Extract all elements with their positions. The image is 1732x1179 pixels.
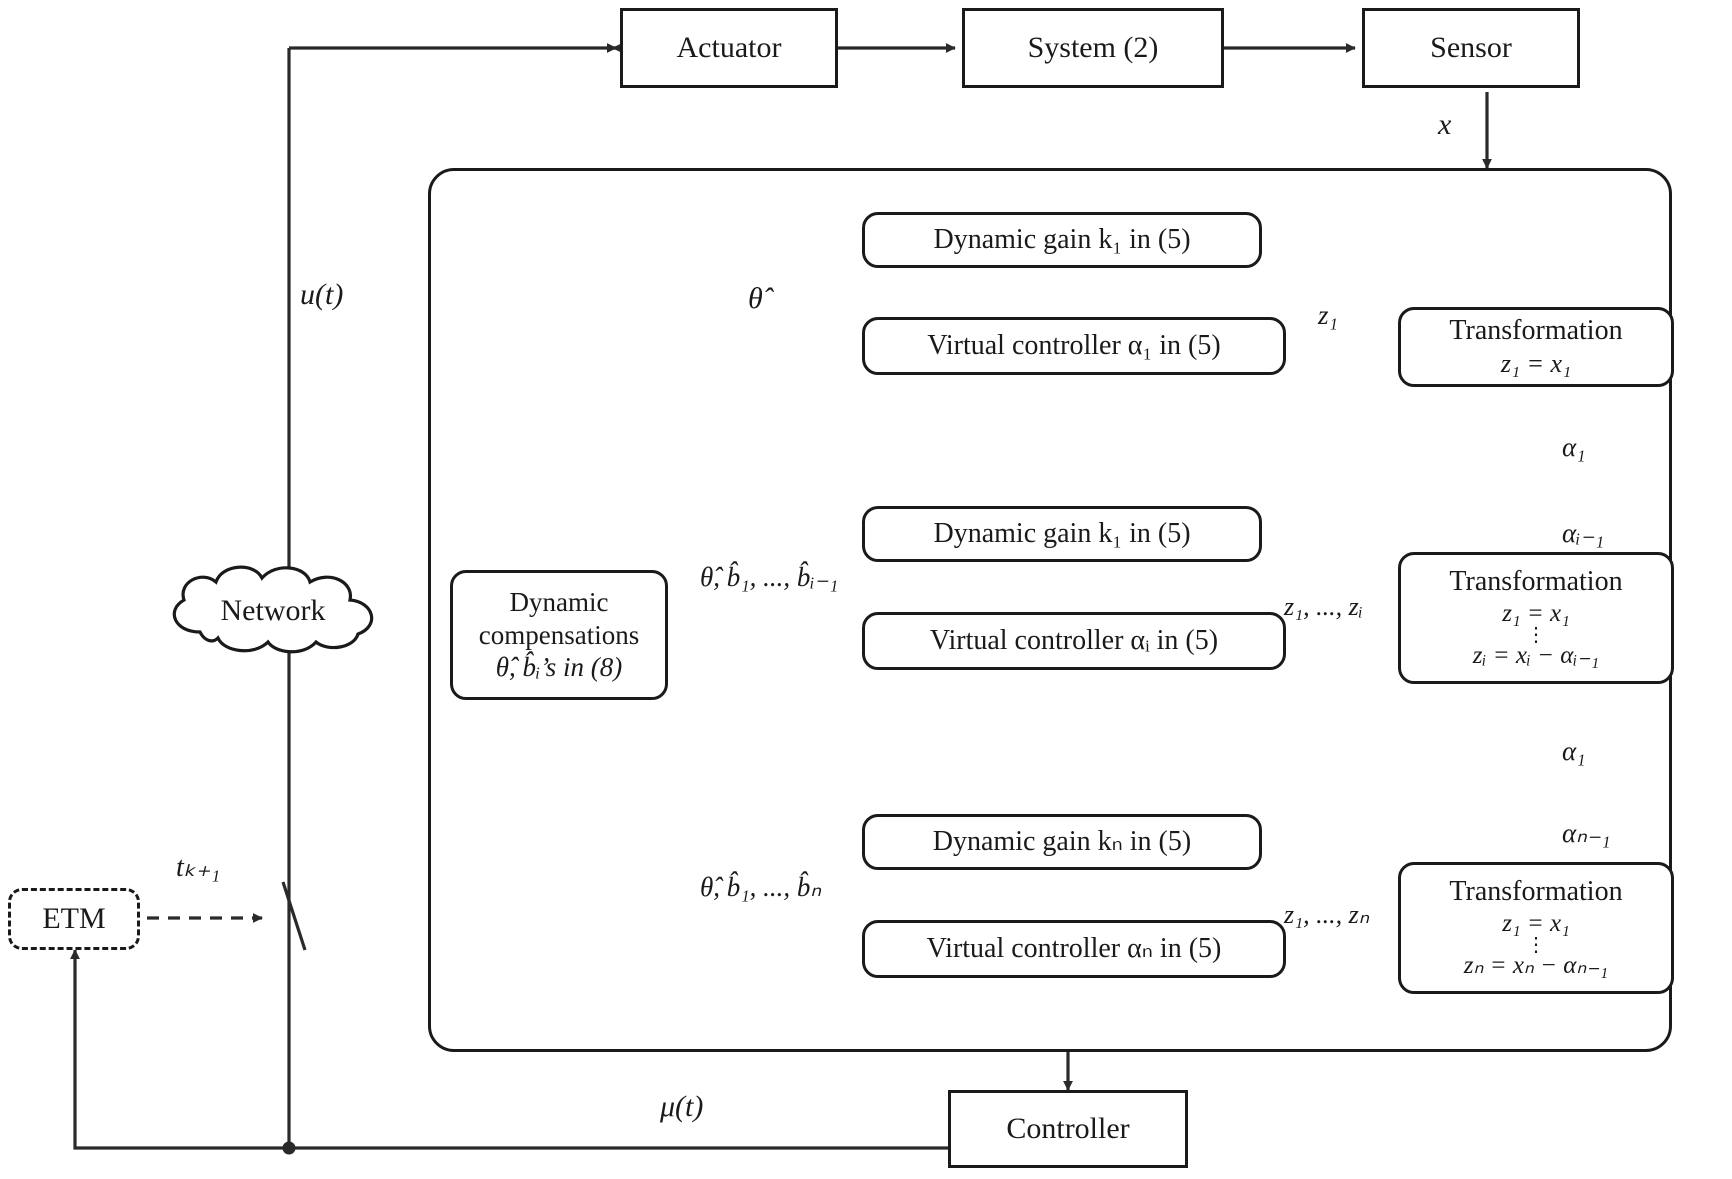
node-transformation-n-vdots: ⋮ (1526, 933, 1546, 956)
edge-label-z1-top: z₁ (1318, 300, 1338, 330)
node-dynamic-gain-i-label: Dynamic gain k₁ in (5) (933, 517, 1191, 549)
node-dynamic-compensations-line3: θ̂, b̂ᵢ’s in (8) (495, 652, 623, 683)
edge-label-u-t: u(t) (300, 278, 344, 311)
node-virtual-controller-n-label: Virtual controller αₙ in (5) (926, 932, 1222, 964)
node-dynamic-compensations-line1: Dynamic (509, 586, 609, 617)
node-network-label: Network (220, 594, 326, 627)
node-transformation-i-equation-1: z₁ = x₁ (1502, 600, 1570, 628)
node-sensor-label: Sensor (1430, 30, 1512, 64)
node-transformation-n[interactable] (1398, 862, 1674, 994)
node-virtual-controller-1[interactable] (862, 317, 1286, 375)
edge-label-alpha-1-mid: α₁ (1562, 736, 1586, 766)
node-system[interactable] (962, 8, 1224, 88)
edge-label-params-i: θ̂, b̂₁, ..., b̂ᵢ₋₁ (700, 562, 839, 592)
node-transformation-i-vdots: ⋮ (1526, 623, 1546, 646)
node-controller[interactable] (948, 1090, 1188, 1168)
edge-label-alpha-i-minus-1: αᵢ₋₁ (1562, 518, 1605, 548)
node-sensor[interactable] (1362, 8, 1580, 88)
edge-label-theta-hat: θ̂ (748, 282, 763, 315)
node-transformation-i-equation-2: zᵢ = xᵢ − αᵢ₋₁ (1472, 641, 1600, 669)
node-transformation-i-title: Transformation (1449, 565, 1623, 597)
node-dynamic-gain-i[interactable] (862, 506, 1262, 562)
node-network[interactable] (158, 556, 420, 666)
node-dynamic-compensations-line2: compensations (478, 619, 640, 650)
node-virtual-controller-i-label: Virtual controller αᵢ in (5) (929, 624, 1219, 656)
node-system-label: System (2) (1027, 30, 1159, 64)
node-dynamic-compensations[interactable] (450, 570, 668, 700)
node-dynamic-gain-1[interactable] (862, 212, 1262, 268)
node-virtual-controller-n[interactable] (862, 920, 1286, 978)
edge-label-alpha-n-minus-1: αₙ₋₁ (1562, 818, 1611, 848)
node-transformation-1-equation: z₁ = x₁ (1500, 349, 1572, 379)
node-transformation-i[interactable] (1398, 552, 1674, 684)
node-transformation-1-title: Transformation (1449, 315, 1623, 347)
node-dynamic-gain-n-label: Dynamic gain kₙ in (5) (932, 825, 1192, 857)
node-dynamic-gain-1-label: Dynamic gain k₁ in (5) (933, 223, 1191, 255)
node-transformation-n-equation-2: zₙ = xₙ − αₙ₋₁ (1463, 951, 1609, 979)
edge-label-params-n: θ̂, b̂₁, ..., b̂ₙ (700, 872, 822, 902)
node-actuator[interactable] (620, 8, 838, 88)
node-virtual-controller-i[interactable] (862, 612, 1286, 670)
node-etm-label: ETM (42, 901, 106, 935)
node-dynamic-gain-n[interactable] (862, 814, 1262, 870)
node-virtual-controller-1-label: Virtual controller α₁ in (5) (927, 329, 1221, 361)
edge-label-t-k-plus-1: tₖ₊₁ (176, 852, 221, 883)
edge-label-x: x (1438, 108, 1452, 141)
node-etm[interactable] (8, 888, 140, 950)
edge-label-alpha-1-top: α₁ (1562, 432, 1586, 462)
node-transformation-1[interactable] (1398, 307, 1674, 387)
node-actuator-label: Actuator (676, 30, 782, 64)
node-controller-label: Controller (1006, 1111, 1130, 1145)
edge-label-mu-t: μ(t) (660, 1090, 704, 1123)
edge-label-z-list-i: z₁, ..., zᵢ (1284, 592, 1363, 621)
node-transformation-n-equation-1: z₁ = x₁ (1502, 910, 1570, 938)
node-transformation-n-title: Transformation (1449, 875, 1623, 907)
edge-label-z-list-n: z₁, ..., zₙ (1284, 900, 1370, 929)
